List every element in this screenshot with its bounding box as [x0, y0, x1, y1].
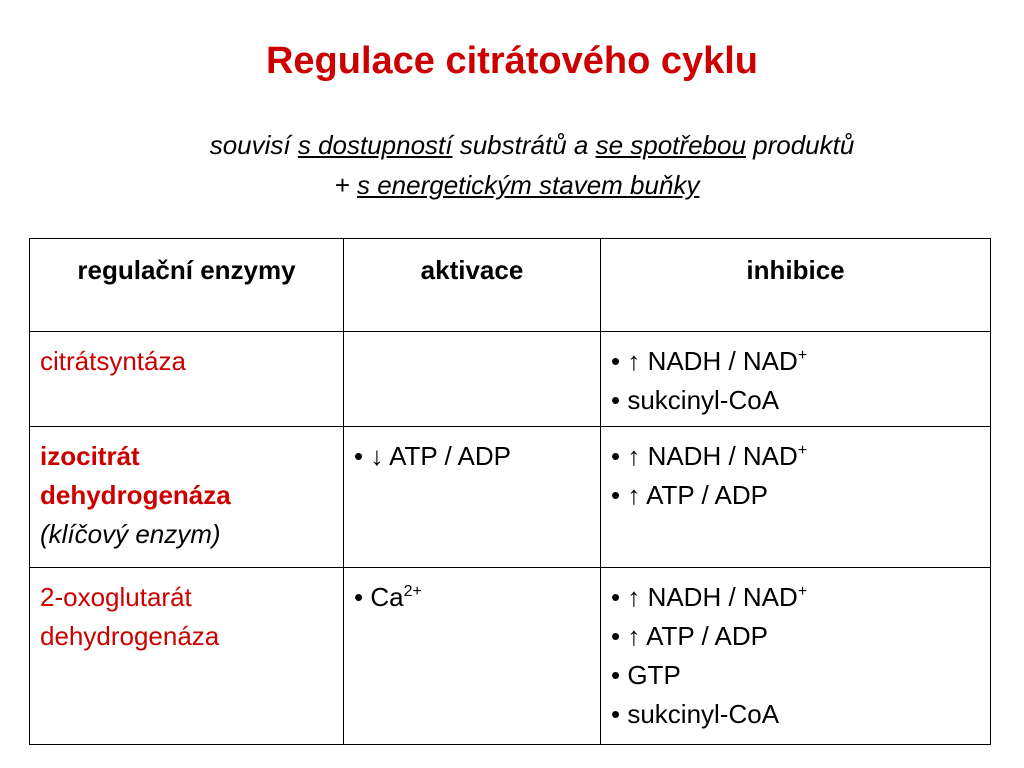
- list-item: [611, 617, 980, 656]
- arrow-down-icon: ↓: [370, 441, 384, 471]
- bullet-icon: •: [611, 699, 621, 729]
- arrow-up-icon: ↑: [627, 480, 641, 510]
- arrow-up-icon: ↑: [627, 621, 641, 651]
- bullet-icon: •: [611, 346, 621, 376]
- bullet-icon: •: [354, 582, 364, 612]
- header-inhibition: inhibice: [601, 239, 991, 332]
- list-item: [611, 476, 980, 515]
- enzyme-name: 2-oxoglutarát: [40, 582, 192, 612]
- list-item: [611, 437, 980, 476]
- activation-cell: [344, 427, 601, 568]
- arrow-up-icon: ↑: [627, 582, 641, 612]
- item-text: ATP / ADP: [640, 621, 768, 651]
- list-item: [354, 437, 590, 476]
- subtitle-line-2: [0, 170, 1024, 201]
- regulation-table: [29, 238, 991, 745]
- page-title: Regulace citrátového cyklu: [265, 40, 759, 82]
- subtitle-text: +: [334, 170, 357, 200]
- list-item: [611, 695, 980, 734]
- item-text: GTP: [620, 660, 681, 690]
- item-sup: +: [797, 347, 808, 364]
- item-text: ATP / ADP: [383, 441, 511, 471]
- bullet-icon: •: [611, 385, 621, 415]
- item-text: ATP / ADP: [640, 480, 768, 510]
- item-text: Ca: [363, 582, 404, 612]
- arrow-up-icon: ↑: [627, 441, 641, 471]
- enzyme-cell: [30, 332, 344, 427]
- item-text: sukcinyl-CoA: [620, 699, 780, 729]
- list-item: [611, 578, 980, 617]
- list-item: [611, 656, 980, 695]
- enzyme-note: (klíčový enzym): [40, 519, 221, 549]
- inhibition-cell: [601, 332, 991, 427]
- activation-cell: [344, 332, 601, 427]
- item-sup: 2+: [403, 583, 422, 600]
- subtitle-text: substrátů a: [452, 130, 596, 160]
- bullet-icon: •: [611, 441, 621, 471]
- header-activation: aktivace: [344, 239, 601, 332]
- table-row: [30, 568, 991, 745]
- item-sup: +: [797, 442, 808, 459]
- bullet-icon: •: [611, 621, 621, 651]
- inhibition-cell: [601, 427, 991, 568]
- item-text: NADH / NAD: [640, 346, 798, 376]
- item-sup: +: [797, 583, 808, 600]
- enzyme-name: dehydrogenáza: [40, 480, 231, 510]
- inhibition-cell: [601, 568, 991, 745]
- table-row: [30, 427, 991, 568]
- list-item: [611, 342, 980, 381]
- enzyme-name: citrátsyntáza: [40, 346, 186, 376]
- enzyme-cell: [30, 568, 344, 745]
- subtitle-underlined: se spotřebou: [595, 130, 746, 160]
- subtitle-underlined: s energetickým stavem buňky: [356, 170, 700, 200]
- bullet-icon: •: [611, 660, 621, 690]
- subtitle-text: souvisí: [209, 130, 298, 160]
- bullet-icon: •: [611, 582, 621, 612]
- subtitle-underlined: s dostupností: [297, 130, 453, 160]
- table-header-row: [30, 239, 991, 332]
- enzyme-name: izocitrát: [40, 441, 140, 471]
- header-enzymes: regulační enzymy: [30, 239, 344, 332]
- item-text: NADH / NAD: [640, 582, 798, 612]
- arrow-up-icon: ↑: [627, 346, 641, 376]
- list-item: [354, 578, 590, 617]
- item-text: NADH / NAD: [640, 441, 798, 471]
- table-row: [30, 332, 991, 427]
- subtitle-text: produktů: [745, 130, 855, 160]
- subtitle-line-1: [0, 130, 1024, 161]
- list-item: [611, 381, 980, 420]
- bullet-icon: •: [354, 441, 364, 471]
- bullet-icon: •: [611, 480, 621, 510]
- enzyme-name: dehydrogenáza: [40, 621, 220, 651]
- activation-cell: [344, 568, 601, 745]
- item-text: sukcinyl-CoA: [620, 385, 780, 415]
- enzyme-cell: [30, 427, 344, 568]
